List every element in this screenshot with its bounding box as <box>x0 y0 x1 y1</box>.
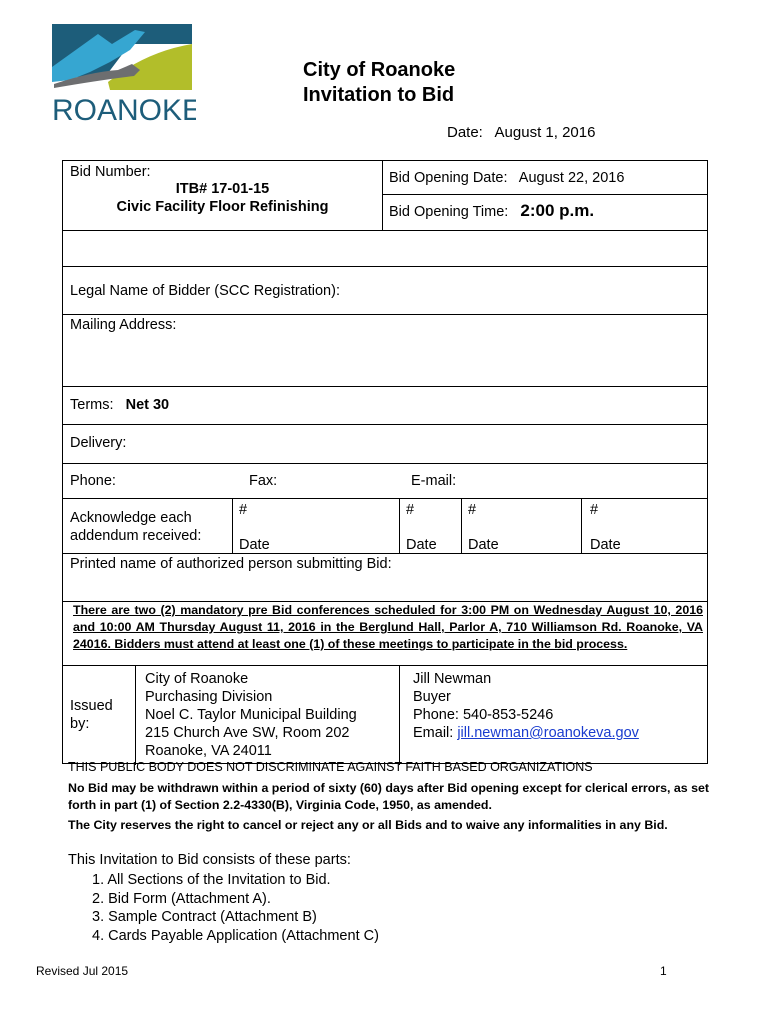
opening-date-label: Bid Opening Date: <box>389 170 508 186</box>
addendum-4-date[interactable]: Date <box>590 537 621 553</box>
city-name: City of Roanoke <box>303 59 456 81</box>
bid-form <box>62 160 708 764</box>
terms-label: Terms: <box>70 397 114 413</box>
date-value: August 1, 2016 <box>494 124 596 141</box>
terms-value: Net 30 <box>125 397 170 413</box>
reservation-clause: The City reserves the right to cancel or reject any or all Bids and to waive any informalities in any Bid. <box>68 818 668 832</box>
addendum-4-number[interactable]: # <box>590 502 599 518</box>
list-item: 1. All Sections of the Invitation to Bid. <box>92 872 331 888</box>
acknowledge-label-2: addendum received: <box>70 528 202 544</box>
fax-field[interactable]: Fax: <box>249 473 278 489</box>
pre-bid-conference-notice: There are two (2) mandatory pre Bid conferences scheduled for 3:00 PM on Wednesday August 10, 2016 and 10:00 AM Thursday August 11, 2016 in the Berglund Hall, Parlor A, 710 Williamson Rd. Roanoke, VA 24016. Bidders must attend at least one (1) of these meetings to participate in the bid process. <box>73 603 703 651</box>
addendum-2-date[interactable]: Date <box>406 537 437 553</box>
terms-field <box>70 396 169 414</box>
addendum-1-date[interactable]: Date <box>239 537 270 553</box>
buyer-title: Buyer <box>413 689 451 705</box>
withdrawal-clause: No Bid may be withdrawn within a period of sixty (60) days after Bid opening except for clerical errors, as set forth in part (1) of Section 2.2-4330(B), Virginia Code, 1950, as amended. <box>68 781 710 812</box>
buyer-email-link[interactable]: jill.newman@roanokeva.gov <box>457 725 639 741</box>
bid-project-title: Civic Facility Floor Refinishing <box>116 199 329 215</box>
delivery-field[interactable]: Delivery: <box>70 435 127 451</box>
bid-number-label: Bid Number: <box>70 164 151 180</box>
logo-wordmark: ROANOKE <box>52 94 196 124</box>
addendum-2-number[interactable]: # <box>406 502 415 518</box>
bid-number: ITB# 17-01-15 <box>175 181 270 197</box>
addendum-3-number[interactable]: # <box>468 502 477 518</box>
legal-name-field[interactable]: Legal Name of Bidder (SCC Registration): <box>70 283 340 299</box>
document-type: Invitation to Bid <box>303 84 455 106</box>
issuer-org-line: Roanoke, VA 24011 <box>145 743 272 759</box>
buyer-phone: Phone: 540-853-5246 <box>413 707 554 723</box>
revision-note: Revised Jul 2015 <box>36 964 129 978</box>
acknowledge-label-1: Acknowledge each <box>70 510 192 526</box>
phone-field[interactable]: Phone: <box>70 473 116 489</box>
date-label: Date: <box>447 124 483 141</box>
list-item: 2. Bid Form (Attachment A). <box>92 890 271 907</box>
parts-list <box>92 871 379 945</box>
list-item: 4. Cards Payable Application (Attachment C) <box>92 927 379 944</box>
bid-opening-date <box>389 169 624 187</box>
non-discrimination-notice: THIS PUBLIC BODY DOES NOT DISCRIMINATE AGAINST FAITH BASED ORGANIZATIONS <box>68 760 593 774</box>
printed-name-field[interactable]: Printed name of authorized person submitting Bid: <box>70 556 392 572</box>
document-date <box>447 124 595 141</box>
page-number: 1 <box>660 964 667 978</box>
opening-time-label: Bid Opening Time: <box>389 204 509 220</box>
mailing-address-field[interactable]: Mailing Address: <box>70 317 177 333</box>
list-item: 3. Sample Contract (Attachment B) <box>92 909 317 925</box>
buyer-email <box>413 724 639 742</box>
issuer-org-line: Noel C. Taylor Municipal Building <box>145 707 357 723</box>
addendum-3-date[interactable]: Date <box>468 537 499 553</box>
buyer-name: Jill Newman <box>413 671 492 687</box>
issuer-org-line: City of Roanoke <box>145 671 249 687</box>
roanoke-logo-graphic <box>50 22 196 124</box>
roanoke-logo <box>50 22 196 124</box>
issuer-org-line: Purchasing Division <box>145 689 273 705</box>
parts-intro: This Invitation to Bid consists of these parts: <box>68 852 351 868</box>
issuer-org-line: 215 Church Ave SW, Room 202 <box>145 725 350 741</box>
addendum-1-number[interactable]: # <box>239 502 248 518</box>
buyer-email-label: Email: <box>413 725 454 741</box>
bid-opening-time <box>389 202 594 221</box>
issued-label-2: by: <box>70 716 90 732</box>
email-field[interactable]: E-mail: <box>411 473 457 489</box>
opening-time-value: 2:00 p.m. <box>520 201 595 220</box>
page-title <box>303 58 455 108</box>
issued-label-1: Issued <box>70 698 113 714</box>
opening-date-value: August 22, 2016 <box>518 170 625 186</box>
